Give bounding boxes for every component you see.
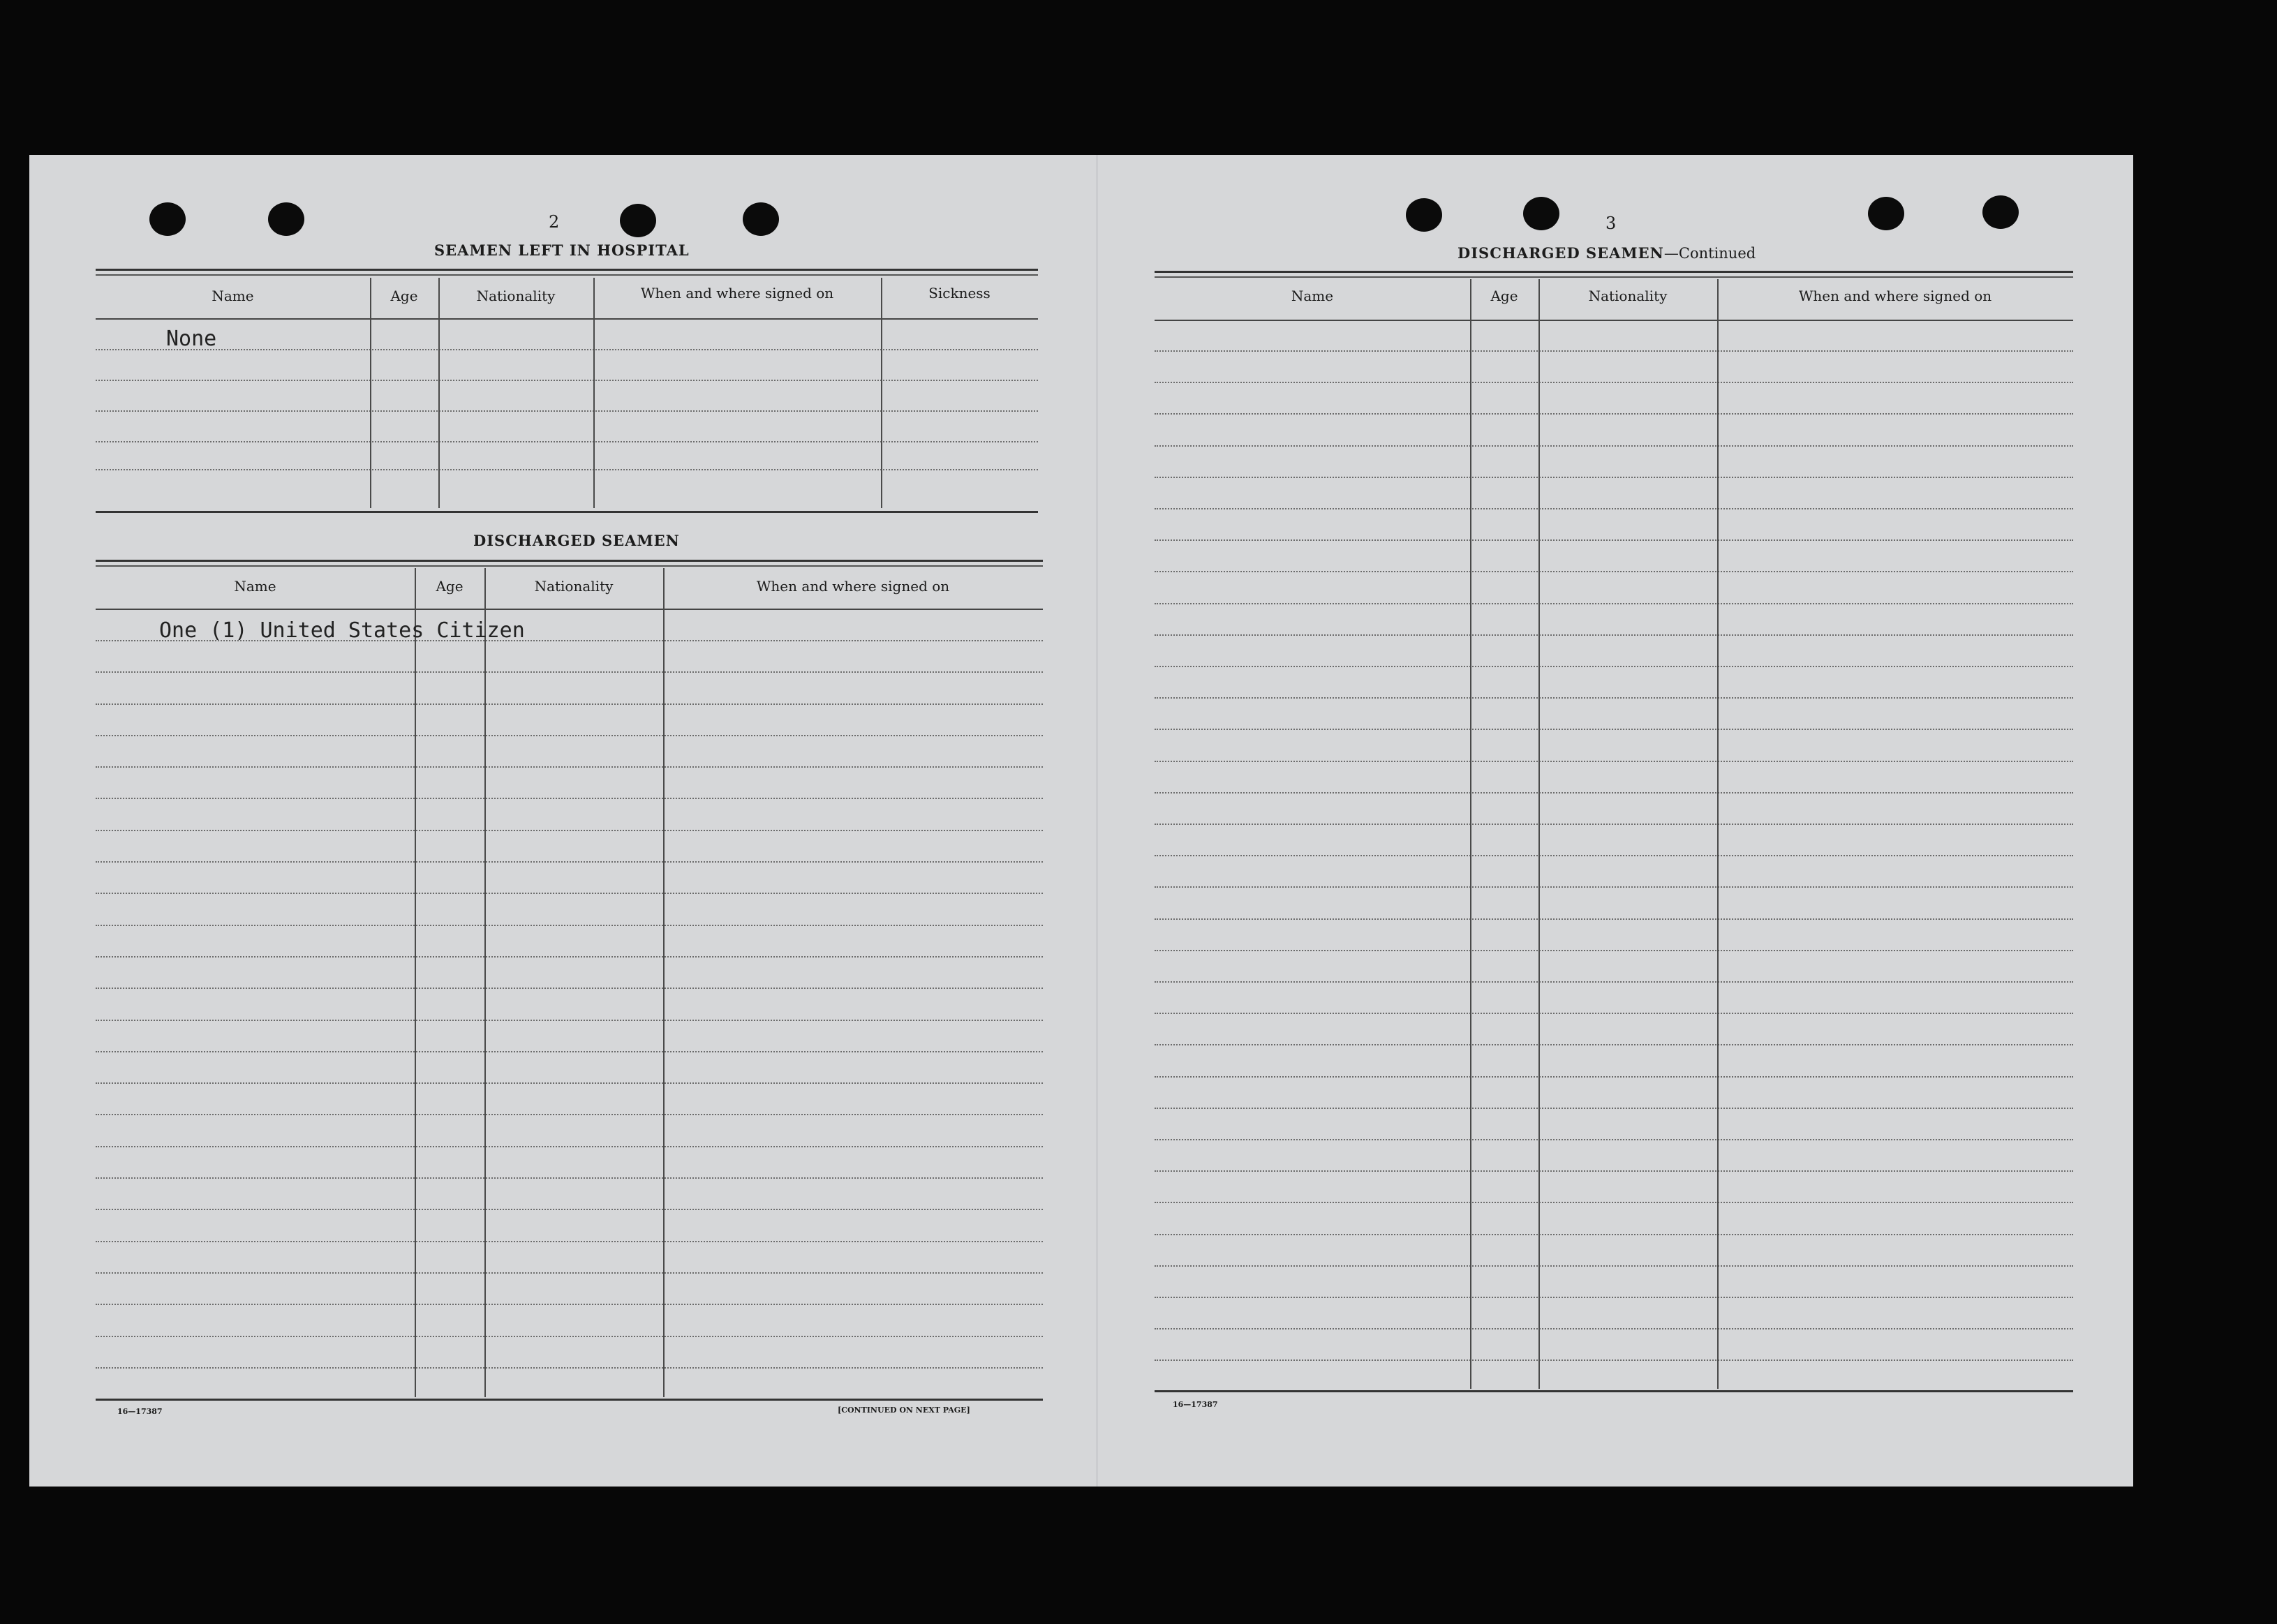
form-number: 16—17387 <box>117 1407 163 1416</box>
table-row <box>1155 1359 2073 1361</box>
right-page <box>1097 155 2133 1487</box>
table-row <box>1155 1202 2073 1203</box>
column-divider <box>484 568 486 1397</box>
punch-hole <box>743 202 779 236</box>
column-header-age: Age <box>390 288 418 304</box>
punch-hole <box>1982 195 2019 229</box>
table-row <box>96 469 1038 470</box>
punch-hole <box>149 202 186 236</box>
column-header-sickness: Sickness <box>928 285 991 301</box>
table-row <box>96 1304 1043 1305</box>
table-row <box>1155 413 2073 415</box>
table-row <box>96 441 1038 442</box>
table-row <box>1155 1108 2073 1109</box>
table-bottom-rule <box>1155 1390 2073 1392</box>
column-header-signed-on: When and where signed on <box>1798 288 1992 304</box>
table-row <box>1155 1076 2073 1078</box>
column-header-name: Name <box>1291 288 1334 304</box>
table-row <box>1155 477 2073 478</box>
table-row <box>1155 508 2073 509</box>
page-number: 2 <box>549 212 560 232</box>
table-row <box>96 1272 1043 1274</box>
table-bottom-rule <box>96 1399 1043 1401</box>
table-row <box>1155 634 2073 636</box>
table-row <box>96 798 1043 799</box>
column-divider <box>415 568 416 1397</box>
table-row <box>1155 1297 2073 1298</box>
table-row <box>1155 792 2073 794</box>
table-row <box>1155 697 2073 699</box>
column-header-name: Name <box>234 578 276 595</box>
table-row <box>1155 382 2073 383</box>
table-row <box>96 1367 1043 1369</box>
punch-hole <box>620 204 656 237</box>
table-row <box>1155 824 2073 825</box>
register-sheet <box>29 155 2133 1487</box>
table-row <box>1155 666 2073 667</box>
column-divider <box>593 278 595 508</box>
table-top-rule <box>1155 276 2073 278</box>
table-row <box>96 1114 1043 1115</box>
table-top-rule <box>96 269 1038 271</box>
page-number: 3 <box>1605 214 1617 233</box>
table-bottom-rule <box>96 511 1038 513</box>
punch-hole <box>1406 198 1442 232</box>
table-row <box>1155 571 2073 572</box>
discharged-entry-name: One (1) United States Citizen <box>159 618 525 643</box>
table-row <box>1155 539 2073 541</box>
table-row <box>96 988 1043 989</box>
column-header-age: Age <box>436 578 463 595</box>
header-rule <box>96 318 1038 320</box>
table-row <box>96 1020 1043 1021</box>
table-row <box>96 380 1038 381</box>
column-divider <box>1538 279 1540 1389</box>
table-row <box>96 1177 1043 1179</box>
table-row <box>96 1209 1043 1210</box>
table-row <box>1155 1328 2073 1329</box>
table-row <box>1155 886 2073 888</box>
column-header-signed-on: When and where signed on <box>756 578 950 595</box>
table-row <box>1155 761 2073 762</box>
table-row <box>1155 350 2073 352</box>
table-row <box>96 1241 1043 1242</box>
discharged-continued-title <box>1458 244 1756 262</box>
table-row <box>96 671 1043 673</box>
column-header-name: Name <box>212 288 254 304</box>
table-row <box>96 830 1043 831</box>
title-main: DISCHARGED SEAMEN <box>1458 244 1664 262</box>
column-divider <box>1717 279 1719 1389</box>
column-divider <box>663 568 665 1397</box>
table-row <box>1155 1265 2073 1267</box>
table-row <box>96 410 1038 412</box>
table-top-rule <box>96 565 1043 567</box>
table-row <box>1155 1170 2073 1172</box>
table-row <box>96 1082 1043 1084</box>
hospital-section-title: SEAMEN LEFT IN HOSPITAL <box>434 241 690 259</box>
hospital-entry-name: None <box>166 327 217 351</box>
table-row <box>96 735 1043 736</box>
table-row <box>1155 1013 2073 1014</box>
table-row <box>96 925 1043 926</box>
punch-hole <box>268 202 304 236</box>
table-row <box>1155 729 2073 730</box>
discharged-section-title: DISCHARGED SEAMEN <box>473 532 680 549</box>
continued-note: [CONTINUED ON NEXT PAGE] <box>838 1406 970 1415</box>
table-row <box>1155 1234 2073 1235</box>
title-suffix: —Continued <box>1663 245 1756 262</box>
table-row <box>1155 1139 2073 1140</box>
column-header-nationality: Nationality <box>1588 288 1668 304</box>
column-divider <box>370 278 371 508</box>
table-row <box>96 1336 1043 1337</box>
table-row <box>1155 1044 2073 1045</box>
table-row <box>1155 981 2073 983</box>
header-rule <box>1155 320 2073 321</box>
column-divider <box>438 278 440 508</box>
table-row <box>96 1051 1043 1052</box>
table-top-rule <box>96 560 1043 562</box>
table-row <box>1155 445 2073 447</box>
table-row <box>96 956 1043 958</box>
table-row <box>1155 950 2073 951</box>
table-row <box>96 861 1043 863</box>
column-header-age: Age <box>1490 288 1518 304</box>
table-row <box>96 349 1038 350</box>
table-top-rule <box>1155 271 2073 273</box>
header-rule <box>96 609 1043 610</box>
punch-hole <box>1523 197 1559 230</box>
table-row <box>96 1146 1043 1147</box>
column-header-nationality: Nationality <box>534 578 614 595</box>
table-row <box>96 766 1043 768</box>
table-top-rule <box>96 274 1038 276</box>
table-row <box>1155 855 2073 856</box>
table-row <box>96 703 1043 705</box>
table-row <box>1155 603 2073 604</box>
left-page <box>29 155 1097 1487</box>
table-row <box>1155 918 2073 920</box>
table-row <box>96 893 1043 894</box>
column-divider <box>1470 279 1471 1389</box>
column-divider <box>881 278 882 508</box>
form-number: 16—17387 <box>1173 1400 1218 1409</box>
column-header-nationality: Nationality <box>476 288 556 304</box>
column-header-signed-on: When and where signed on <box>640 285 834 301</box>
punch-hole <box>1868 197 1904 230</box>
